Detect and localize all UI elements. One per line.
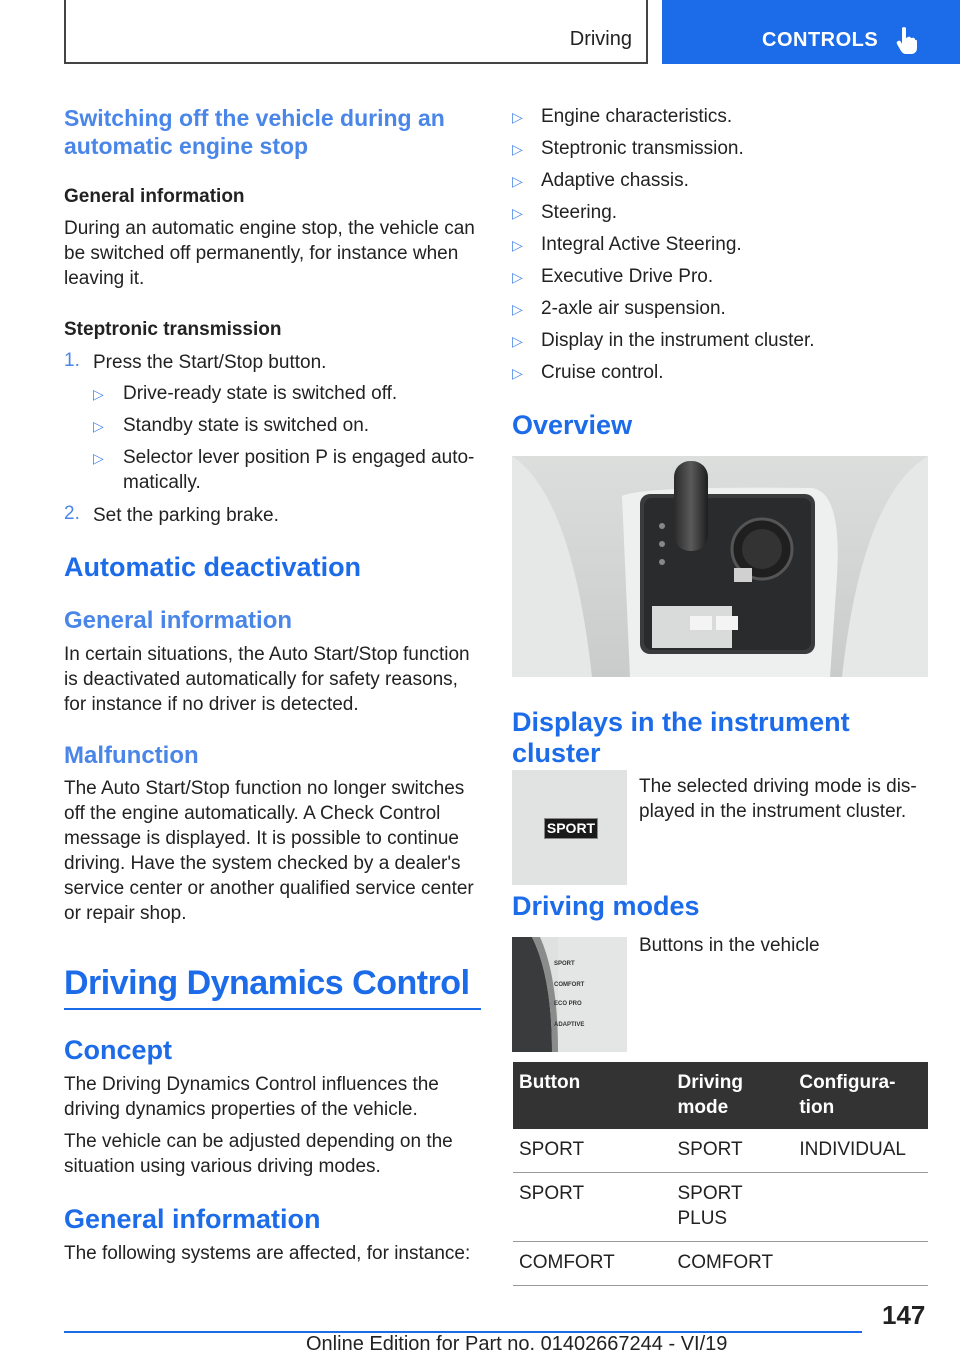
button-label-comfort: COMFORT bbox=[554, 982, 585, 988]
heading-automatic-deactivation: Automatic deactivation bbox=[64, 552, 362, 582]
footer-edition: Online Edition for Part no. 01402667244 - VI/19 bbox=[306, 1333, 728, 1355]
heading-malfunction: Malfunction bbox=[64, 742, 199, 769]
paragraph-general-information: During an automatic engine stop, the vehicle can be switched off permanently, for instance when leaving it. bbox=[64, 218, 475, 289]
bullet-triangle-icon: ▷ bbox=[512, 141, 523, 157]
list-item bbox=[512, 360, 932, 392]
list-item bbox=[512, 104, 932, 136]
heading-switch-off: Switching off the vehicle during an automatic engine stop bbox=[64, 105, 445, 159]
bullet-triangle-icon: ▷ bbox=[512, 173, 523, 189]
header-section-box bbox=[64, 0, 648, 64]
driving-mode-buttons-photo bbox=[512, 937, 627, 1052]
list-item-text: 2-axle air suspension. bbox=[541, 298, 726, 319]
table-cell: SPORT bbox=[671, 1129, 793, 1173]
list-item-text: Adaptive chassis. bbox=[541, 170, 689, 191]
bullet-triangle-icon: ▷ bbox=[93, 386, 104, 402]
paragraph-concept-1: The Driving Dynamics Control influences the driving dynamics properties of the vehicle. bbox=[64, 1074, 439, 1120]
table-row bbox=[513, 1242, 928, 1286]
list-item bbox=[512, 232, 932, 264]
list-item bbox=[512, 296, 932, 328]
list-item-text: Display in the instrument cluster. bbox=[541, 330, 815, 351]
heading-concept: Concept bbox=[64, 1035, 172, 1065]
button-label-sport: SPORT bbox=[554, 961, 575, 967]
subheading-steptronic: Steptronic transmission bbox=[64, 319, 282, 340]
table-cell bbox=[793, 1173, 928, 1242]
step-bullet-1: Drive-ready state is switched off. bbox=[123, 383, 398, 404]
list-item bbox=[512, 264, 932, 296]
heading-driving-dynamics-control: Driving Dynamics Control bbox=[64, 964, 470, 1002]
center-console-photo bbox=[512, 456, 928, 677]
bullet-triangle-icon: ▷ bbox=[93, 418, 104, 434]
list-item bbox=[512, 136, 932, 168]
step-number-2: 2. bbox=[64, 503, 80, 524]
systems-list bbox=[512, 104, 932, 392]
header-section-title: Driving bbox=[569, 28, 632, 50]
table-row bbox=[513, 1129, 928, 1173]
table-cell bbox=[793, 1242, 928, 1286]
list-item bbox=[512, 328, 932, 360]
bullet-triangle-icon: ▷ bbox=[512, 269, 523, 285]
table-cell: COMFORT bbox=[671, 1242, 793, 1286]
list-item-text: Executive Drive Pro. bbox=[541, 266, 714, 287]
table-cell: COMFORT bbox=[513, 1242, 671, 1286]
step-bullet-3: Selector lever position P is engaged auto-matically. bbox=[123, 447, 475, 493]
heading-underline bbox=[64, 1008, 481, 1010]
list-item-text: Steering. bbox=[541, 202, 618, 223]
heading-displays-instrument-cluster: Displays in the instrument cluster bbox=[512, 707, 850, 768]
paragraph-displays: The selected driving mode is dis-played in the instrument cluster. bbox=[639, 776, 917, 822]
paragraph-malfunction: The Auto Start/Stop function no longer switches off the engine automatically. A Check Control message is displayed. It is possible to continue driving. Have the system checked by a dealer's service center or another qualified service center or repair shop. bbox=[64, 778, 474, 924]
page-number: 147 bbox=[882, 1300, 926, 1330]
console-edge-shape bbox=[512, 937, 627, 1052]
bullet-triangle-icon: ▷ bbox=[512, 205, 523, 221]
table-header-row bbox=[513, 1062, 928, 1129]
paragraph-concept-2: The vehicle can be adjusted depending on the situation using various driving modes. bbox=[64, 1131, 453, 1177]
header-chapter-tab[interactable] bbox=[662, 0, 960, 64]
table-cell: INDIVIDUAL bbox=[793, 1129, 928, 1173]
bullet-triangle-icon: ▷ bbox=[512, 237, 523, 253]
step-text-1: Press the Start/Stop button. bbox=[93, 352, 327, 373]
list-item-text: Cruise control. bbox=[541, 362, 664, 383]
heading-general-information-2: General information bbox=[64, 1204, 321, 1234]
heading-overview: Overview bbox=[512, 410, 633, 440]
header-chapter-label: CONTROLS bbox=[762, 29, 879, 51]
step-number-1: 1. bbox=[64, 350, 80, 371]
column-header-driving-mode: Driving mode bbox=[671, 1062, 793, 1129]
table-cell: SPORT PLUS bbox=[671, 1173, 793, 1242]
driving-modes-table bbox=[513, 1062, 928, 1286]
bullet-triangle-icon: ▷ bbox=[512, 109, 523, 125]
list-item bbox=[512, 168, 932, 200]
table-cell: SPORT bbox=[513, 1129, 671, 1173]
list-item-text: Engine characteristics. bbox=[541, 106, 733, 127]
column-header-button: Button bbox=[513, 1062, 671, 1129]
column-header-configuration: Configura-tion bbox=[793, 1062, 928, 1129]
list-item bbox=[512, 200, 932, 232]
hand-pointer-icon bbox=[896, 26, 918, 59]
bullet-triangle-icon: ▷ bbox=[93, 450, 104, 466]
step-bullet-2: Standby state is switched on. bbox=[123, 415, 370, 436]
heading-general-information: General information bbox=[64, 607, 293, 634]
table-cell: SPORT bbox=[513, 1173, 671, 1242]
bullet-triangle-icon: ▷ bbox=[512, 365, 523, 381]
heading-driving-modes: Driving modes bbox=[512, 891, 700, 921]
bullet-triangle-icon: ▷ bbox=[512, 301, 523, 317]
paragraph-general-information-2: The following systems are affected, for instance: bbox=[64, 1243, 471, 1264]
paragraph-buttons: Buttons in the vehicle bbox=[639, 935, 820, 956]
paragraph-automatic-deactivation: In certain situations, the Auto Start/Stop function is deactivated automatically for safety reasons, for instance if no driver is detected. bbox=[64, 644, 470, 715]
subheading-general-information: General information bbox=[64, 186, 245, 207]
button-label-eco-pro: ECO PRO bbox=[554, 1001, 582, 1007]
table-row bbox=[513, 1173, 928, 1242]
instrument-cluster-photo bbox=[512, 770, 627, 885]
step-text-2: Set the parking brake. bbox=[93, 505, 279, 526]
bullet-triangle-icon: ▷ bbox=[512, 333, 523, 349]
list-item-text: Steptronic transmission. bbox=[541, 138, 744, 159]
sport-mode-badge: SPORT bbox=[544, 818, 598, 839]
list-item-text: Integral Active Steering. bbox=[541, 234, 742, 255]
button-label-adaptive: ADAPTIVE bbox=[554, 1022, 585, 1028]
